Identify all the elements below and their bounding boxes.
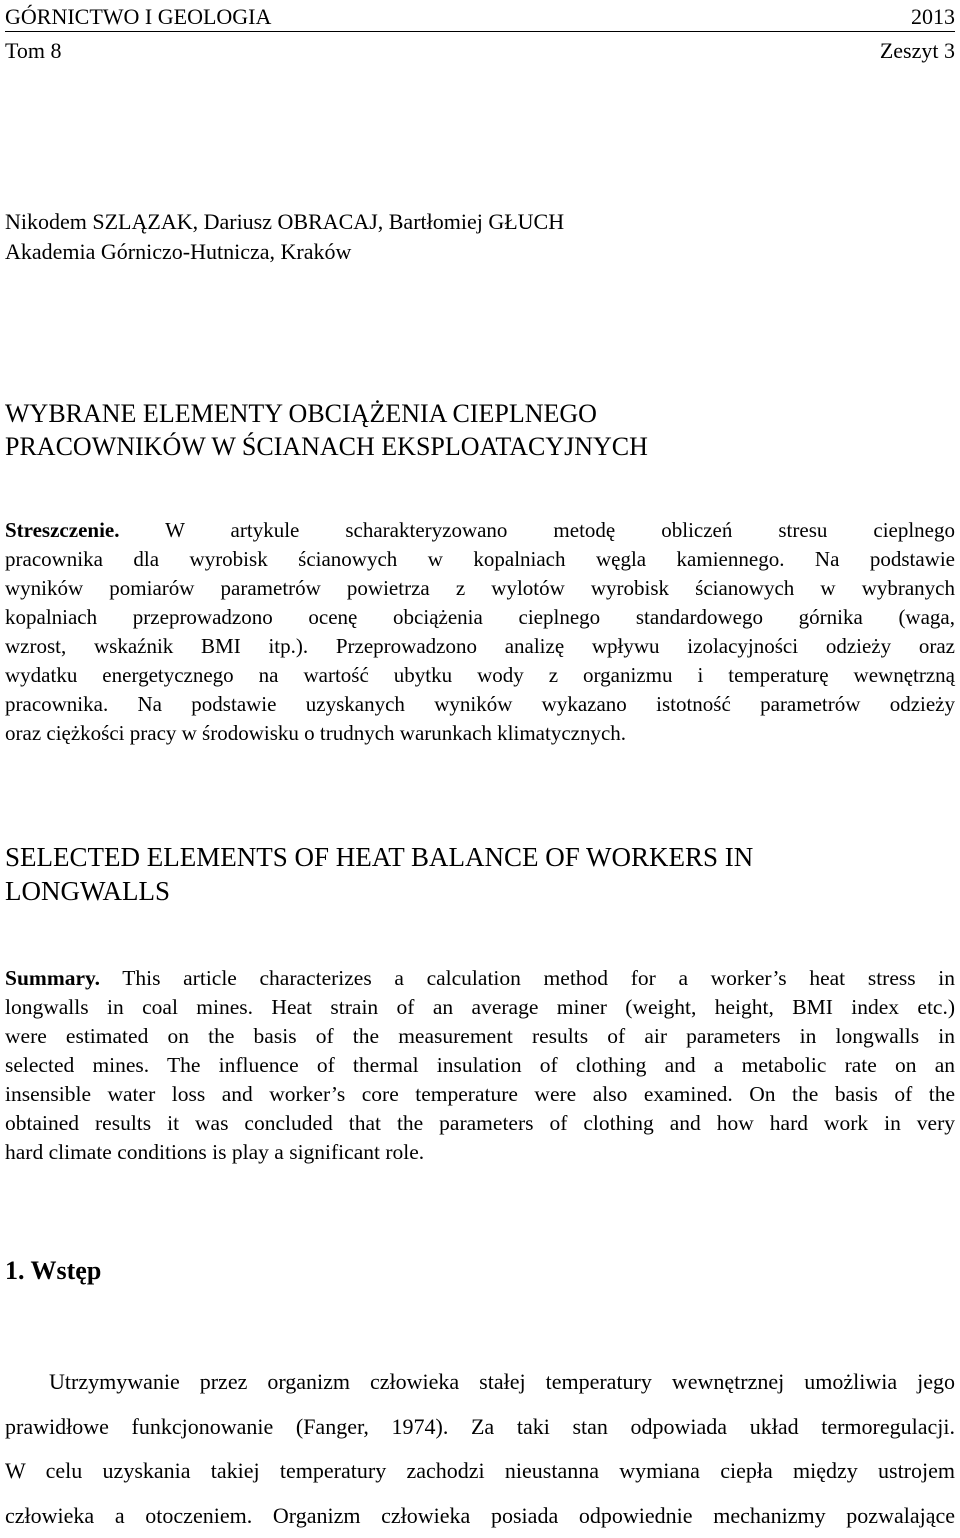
summary-label: Summary. — [5, 966, 100, 990]
abstract-pl — [5, 516, 955, 748]
title-line: LONGWALLS — [5, 874, 753, 908]
section-heading: 1. Wstęp — [5, 1256, 101, 1286]
abstract-line: oraz ciężkości pracy w środowisku o trudnych warunkach klimatycznych. — [5, 719, 955, 748]
running-header-top — [5, 4, 955, 30]
summary-line: were estimated on the basis of the measurement results of air parameters in longwalls in — [5, 1022, 955, 1051]
paper-title-pl — [5, 397, 648, 463]
summary-line: Summary. This article characterizes a calculation method for a worker’s heat stress in — [5, 964, 955, 993]
authors: Nikodem SZLĄZAK, Dariusz OBRACAJ, Bartłomiej GŁUCH — [5, 207, 564, 237]
journal-year: 2013 — [911, 4, 955, 30]
abstract-line: wzrost, wskaźnik BMI itp.). Przeprowadzono analizę wpływu izolacyjności odzieży oraz — [5, 632, 955, 661]
affiliation: Akademia Górniczo-Hutnicza, Kraków — [5, 237, 564, 267]
summary-line: obtained results it was concluded that the parameters of clothing and how hard work in very — [5, 1109, 955, 1138]
body-line: W celu uzyskania takiej temperatury zachodzi nieustanna wymiana ciepła między ustrojem — [5, 1449, 955, 1494]
author-block — [5, 207, 564, 267]
issue: Zeszyt 3 — [880, 38, 955, 64]
title-line: PRACOWNIKÓW W ŚCIANACH EKSPLOATACYJNYCH — [5, 430, 648, 463]
abstract-line: pracownika. Na podstawie uzyskanych wyników wykazano istotność parametrów odzieży — [5, 690, 955, 719]
abstract-line: kopalniach przeprowadzono ocenę obciążenia cieplnego standardowego górnika (waga, — [5, 603, 955, 632]
summary-line: hard climate conditions is play a significant role. — [5, 1138, 955, 1167]
paper-title-en — [5, 840, 753, 908]
abstract-line: Streszczenie. W artykule scharakteryzowano metodę obliczeń stresu cieplnego — [5, 516, 955, 545]
abstract-label: Streszczenie. — [5, 518, 119, 542]
abstract-en — [5, 964, 955, 1167]
abstract-line: pracownika dla wyrobisk ścianowych w kopalniach węgla kamiennego. Na podstawie — [5, 545, 955, 574]
journal-name: GÓRNICTWO I GEOLOGIA — [5, 4, 271, 30]
body-text — [5, 1360, 955, 1538]
abstract-line: wydatku energetycznego na wartość ubytku wody z organizmu i temperaturę wewnętrzną — [5, 661, 955, 690]
body-line: prawidłowe funkcjonowanie (Fanger, 1974). Za taki stan odpowiada układ termoregulacji. — [5, 1405, 955, 1450]
abstract-line: wyników pomiarów parametrów powietrza z wylotów wyrobisk ścianowych w wybranych — [5, 574, 955, 603]
header-rule — [5, 31, 955, 32]
body-line: człowieka a otoczeniem. Organizm człowieka posiada odpowiednie mechanizmy pozwalające — [5, 1494, 955, 1538]
title-line: SELECTED ELEMENTS OF HEAT BALANCE OF WORKERS IN — [5, 840, 753, 874]
body-line: Utrzymywanie przez organizm człowieka stałej temperatury wewnętrznej umożliwia jego — [5, 1360, 955, 1405]
volume: Tom 8 — [5, 38, 62, 64]
summary-line: insensible water loss and worker’s core temperature were also examined. On the basis of the — [5, 1080, 955, 1109]
title-line: WYBRANE ELEMENTY OBCIĄŻENIA CIEPLNEGO — [5, 397, 648, 430]
summary-line: longwalls in coal mines. Heat strain of an average miner (weight, height, BMI index etc.) — [5, 993, 955, 1022]
running-header-bottom — [5, 38, 955, 64]
summary-line: selected mines. The influence of thermal insulation of clothing and a metabolic rate on an — [5, 1051, 955, 1080]
